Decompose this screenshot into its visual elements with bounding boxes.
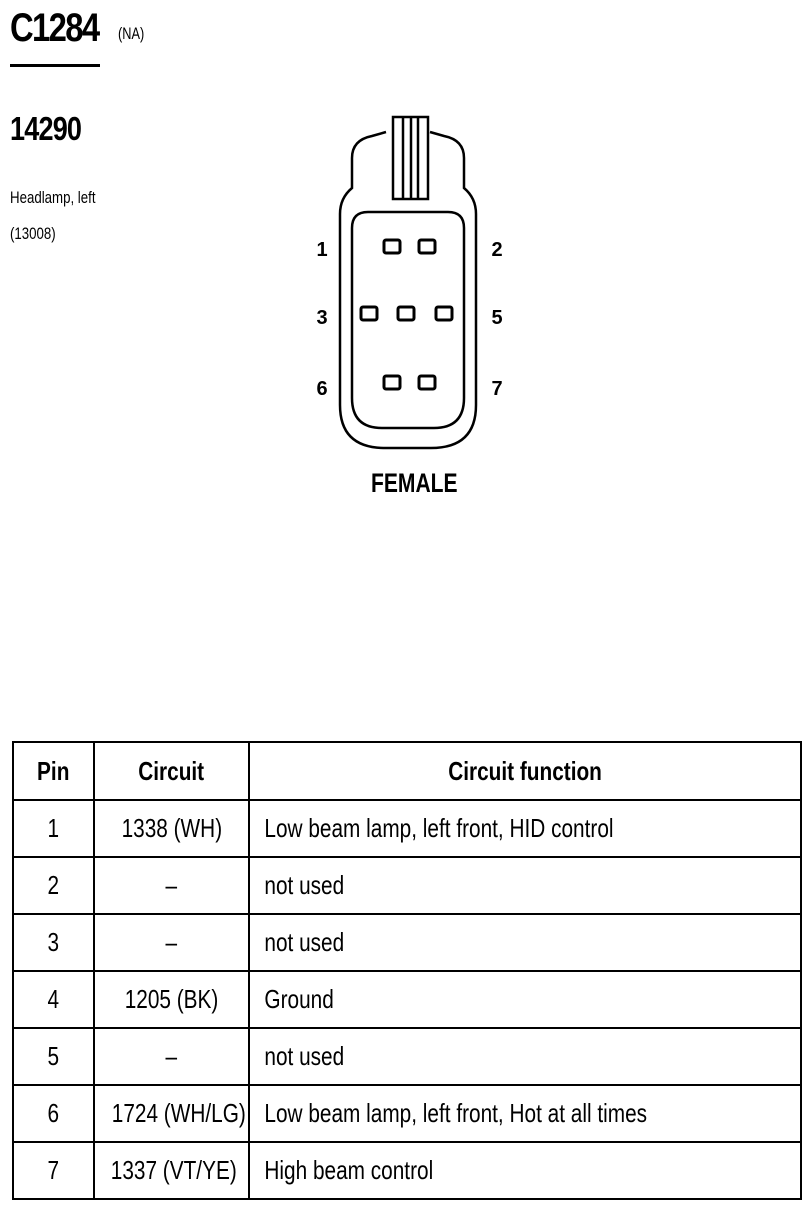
circuit-cell: 1205 (BK)	[94, 971, 249, 1028]
column-header-function: Circuit function	[249, 742, 801, 800]
pin-cavity-1	[384, 240, 400, 253]
pin-cell: 5	[13, 1028, 94, 1085]
table-row	[13, 1142, 801, 1199]
pin-label: 7	[491, 378, 503, 400]
function-cell: not used	[249, 1028, 801, 1085]
pin-cavity-3	[361, 307, 377, 320]
table-row	[13, 914, 801, 971]
pin-label: 5	[491, 307, 503, 329]
circuit-cell: 1337 (VT/YE)	[94, 1142, 249, 1199]
function-cell: not used	[249, 857, 801, 914]
function-cell: not used	[249, 914, 801, 971]
table-row	[13, 800, 801, 857]
connector-face-diagram	[300, 110, 540, 460]
pin-cavity-5	[436, 307, 452, 320]
circuit-cell: –	[94, 914, 249, 971]
connector-housing-outline	[340, 132, 476, 448]
table-row	[13, 971, 801, 1028]
pin-cavity-4	[398, 307, 414, 320]
function-cell: Low beam lamp, left front, HID control	[249, 800, 801, 857]
pin-label: 3	[316, 307, 328, 329]
table-row	[13, 1028, 801, 1085]
pin-cavity-7	[419, 376, 435, 389]
circuit-cell: –	[94, 857, 249, 914]
function-cell: Ground	[249, 971, 801, 1028]
table-row	[13, 1085, 801, 1142]
pin-label: 6	[316, 378, 328, 400]
pin-label: 2	[491, 239, 503, 261]
table-row	[13, 857, 801, 914]
pinout-table	[12, 741, 802, 1200]
table-header-row	[13, 742, 801, 800]
connector-id: C1284	[10, 6, 99, 50]
pin-cell: 6	[13, 1085, 94, 1142]
part-number: 14290	[10, 110, 82, 147]
function-cell: High beam control	[249, 1142, 801, 1199]
component-part-reference: (13008)	[10, 224, 56, 243]
circuit-cell: –	[94, 1028, 249, 1085]
pin-cell: 7	[13, 1142, 94, 1199]
region-tag: (NA)	[118, 24, 145, 43]
circuit-cell: 1724 (WH/LG)	[94, 1085, 249, 1142]
connector-id-underline	[10, 64, 100, 67]
pin-cell: 1	[13, 800, 94, 857]
circuit-cell: 1338 (WH)	[94, 800, 249, 857]
function-cell: Low beam lamp, left front, Hot at all times	[249, 1085, 801, 1142]
pin-cell: 3	[13, 914, 94, 971]
pin-cavity-6	[384, 376, 400, 389]
column-header-pin: Pin	[13, 742, 94, 800]
pin-label: 1	[316, 239, 328, 261]
column-header-circuit: Circuit	[94, 742, 249, 800]
component-description: Headlamp, left	[10, 188, 96, 207]
pin-cell: 2	[13, 857, 94, 914]
pin-cell: 4	[13, 971, 94, 1028]
connector-gender-label: FEMALE	[371, 468, 458, 498]
pin-cavity-2	[419, 240, 435, 253]
